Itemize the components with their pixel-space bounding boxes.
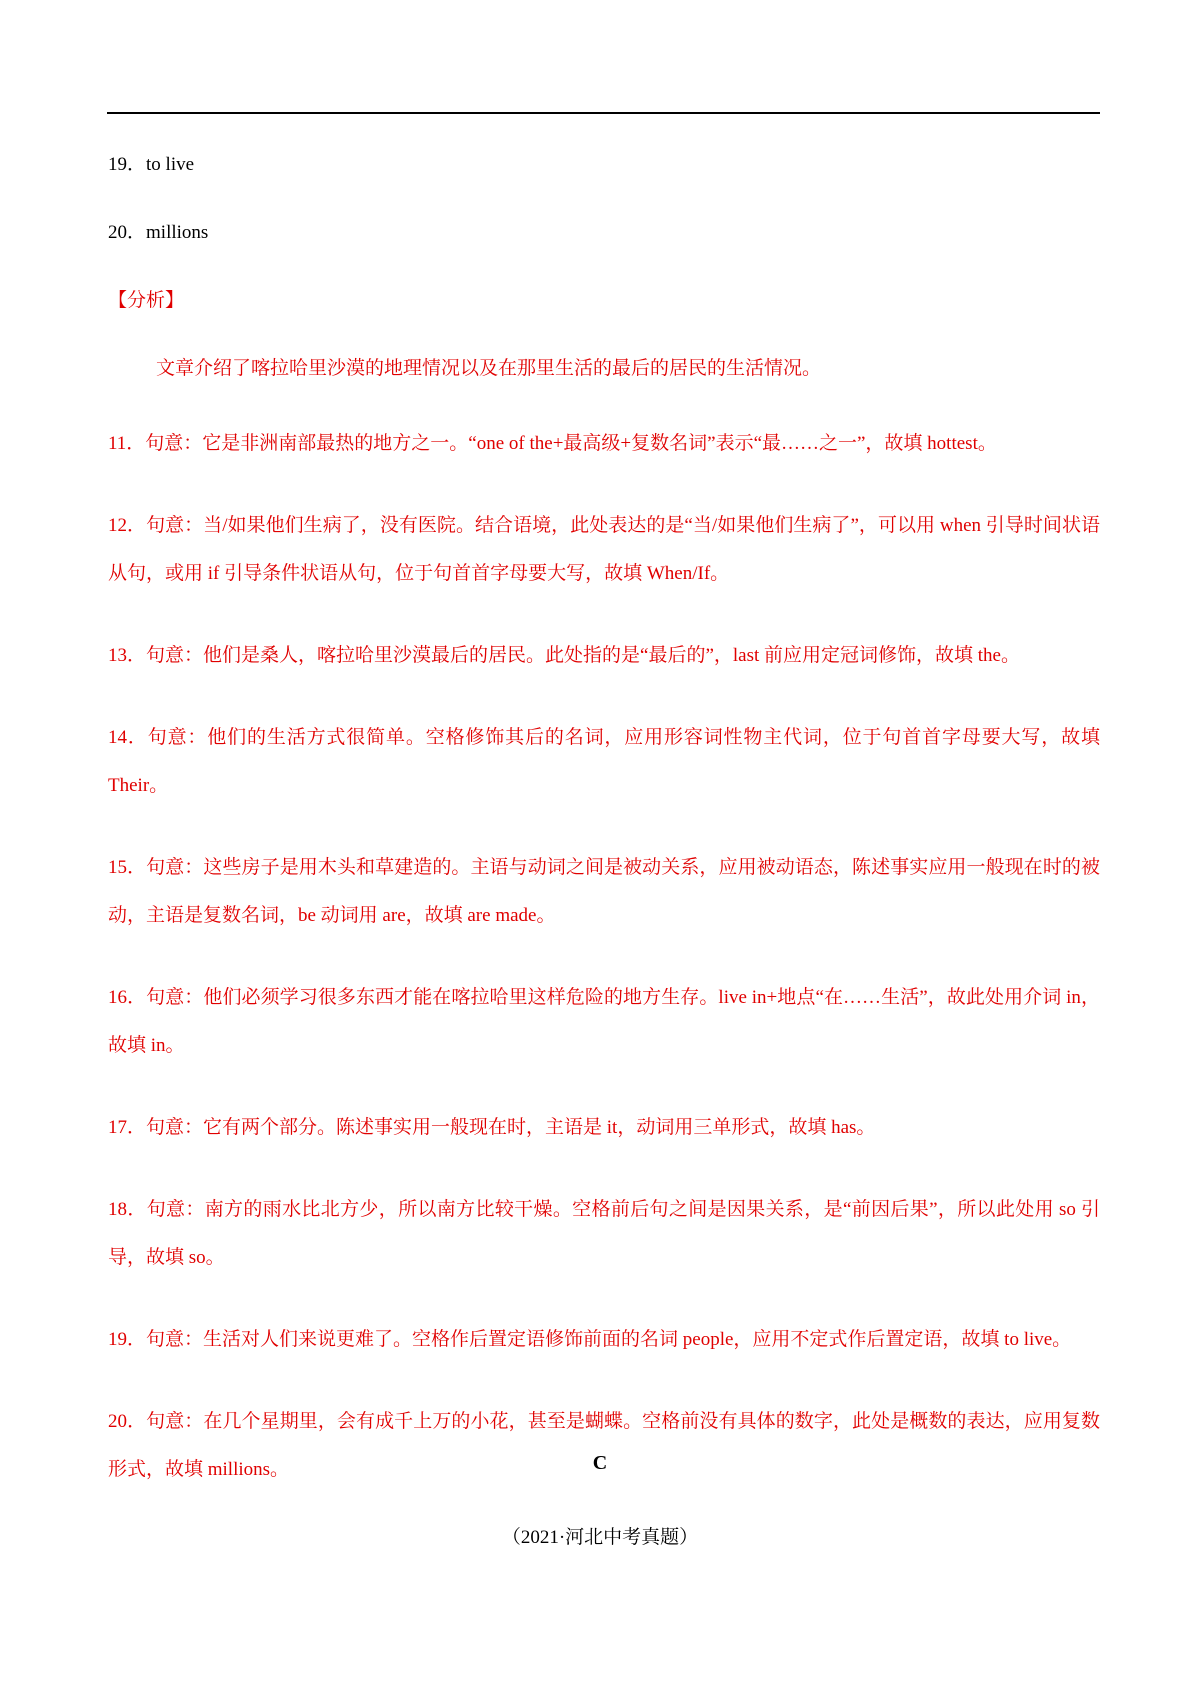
section-heading: C [592,1452,608,1474]
analysis-item-15 [108,844,1100,940]
analysis-item-11 [108,420,1100,468]
analysis-item-13 [108,632,1100,680]
item-number: 12． [108,515,147,536]
analysis-item-14 [108,714,1100,810]
item-number: 11． [108,433,146,454]
item-text: 句意：他们必须学习很多东西才能在喀拉哈里这样危险的地方生存。live in+地点“在……生活”，故此处用介词 in，故填 in。 [108,987,1100,1056]
item-text: 句意：它有两个部分。陈述事实用一般现在时，主语是 it，动词用三单形式，故填 has。 [146,1117,876,1138]
analysis-item-20 [108,1398,1100,1494]
analysis-summary: 文章介绍了喀拉哈里沙漠的地理情况以及在那里生活的最后的居民的生活情况。 [156,358,822,379]
item-number: 16． [108,987,147,1008]
item-text: 句意：南方的雨水比北方少，所以南方比较干燥。空格前后句之间是因果关系，是“前因后果”，所以此处用 so 引导，故填 so。 [108,1199,1100,1268]
item-text: 句意：它是非洲南部最热的地方之一。“one of the+最高级+复数名词”表示“最……之一”，故填 hottest。 [145,433,997,454]
item-text: 句意：在几个星期里，会有成千上万的小花，甚至是蝴蝶。空格前没有具体的数字，此处是概数的表达，应用复数形式，故填 millions。 [108,1411,1100,1480]
item-text: 句意：他们的生活方式很简单。空格修饰其后的名词，应用形容词性物主代词，位于句首首字母要大写，故填 Their。 [108,727,1100,796]
item-text: 句意：这些房子是用木头和草建造的。主语与动词之间是被动关系，应用被动语态，陈述事实应用一般现在时的被动，主语是复数名词，be 动词用 are，故填 are made。 [108,857,1100,926]
answer-text: to live [146,154,195,175]
analysis-item-19 [108,1316,1100,1364]
analysis-item-18 [108,1186,1100,1282]
item-number: 14． [108,727,148,748]
analysis-label: 【分析】 [108,290,185,311]
source-note: （2021·河北中考真题） [501,1527,699,1548]
item-number: 18． [108,1199,147,1220]
analysis-item-12 [108,502,1100,598]
answer-number: 19． [108,154,147,175]
item-number: 15． [108,857,147,878]
analysis-item-17 [108,1104,1100,1152]
answer-20 [108,216,1100,250]
analysis-item-16 [108,974,1100,1070]
header-rule [107,112,1100,114]
answer-number: 20． [108,222,147,243]
item-number: 19． [108,1329,147,1350]
item-number: 17． [108,1117,147,1138]
item-text: 句意：当/如果他们生病了，没有医院。结合语境，此处表达的是“当/如果他们生病了”，可以用 when 引导时间状语从句，或用 if 引导条件状语从句，位于句首首字母要大写，故填 When/If。 [108,515,1100,584]
answer-text: millions [146,222,209,243]
item-text: 句意：他们是桑人，喀拉哈里沙漠最后的居民。此处指的是“最后的”，last 前应用定冠词修饰，故填 the。 [146,645,1020,666]
document-body [108,148,1100,1528]
item-number: 20． [108,1411,147,1432]
item-text: 句意：生活对人们来说更难了。空格作后置定语修饰前面的名词 people，应用不定式作后置定语，故填 to live。 [146,1329,1072,1350]
item-number: 13． [108,645,147,666]
answer-19 [108,148,1100,182]
